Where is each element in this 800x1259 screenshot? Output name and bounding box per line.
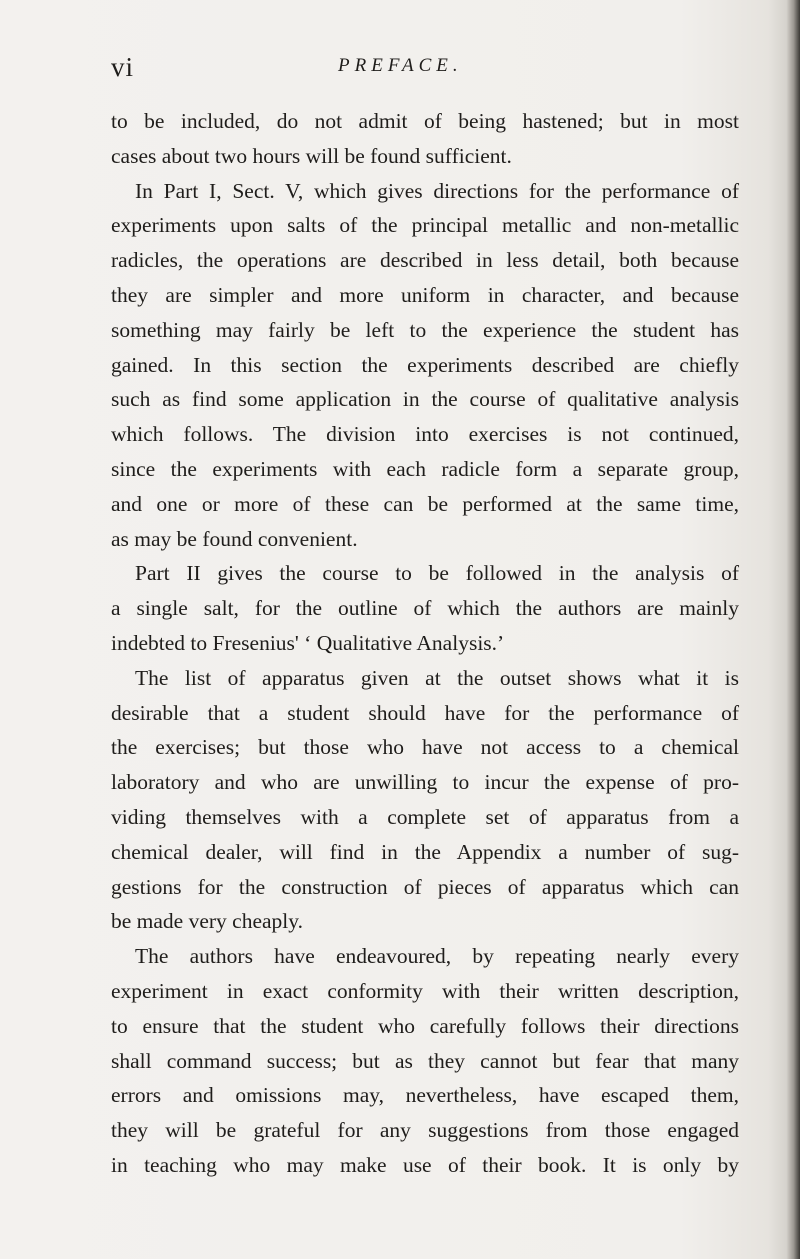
text-line: they are simpler and more uniform in character, and because xyxy=(111,282,739,307)
text-line: desirable that a student should have for the performance of xyxy=(111,700,739,725)
body-text xyxy=(111,104,739,1183)
text-line: to be included, do not admit of being hastened; but in most xyxy=(111,109,739,133)
text-line: shall command success; but as they cannot but fear that many xyxy=(111,1048,739,1073)
text-line: such as find some application in the course of qualitative analysis xyxy=(111,387,739,412)
text-line: be made very cheaply. xyxy=(111,909,304,934)
text-line: in teaching who may make use of their book. It is only by xyxy=(111,1152,739,1177)
text-line: to ensure that the student who carefully follows their directions xyxy=(111,1013,739,1038)
text-line: The list of apparatus given at the outset shows what it is xyxy=(135,665,739,690)
text-line: cases about two hours will be found sufficient. xyxy=(111,143,512,168)
text-line: and one or more of these can be performed at the same time, xyxy=(111,491,739,516)
text-line: The authors have endeavoured, by repeating nearly every xyxy=(135,944,739,969)
text-line: which follows. The division into exercises is not continued, xyxy=(111,422,739,447)
text-line: since the experiments with each radicle form a separate group, xyxy=(111,456,739,481)
page-edge-shadow xyxy=(786,0,800,1259)
text-line: chemical dealer, will find in the Appendix a number of sug- xyxy=(111,839,739,864)
text-line: viding themselves with a complete set of apparatus from a xyxy=(111,804,739,829)
text-line: laboratory and who are unwilling to incur the expense of pro- xyxy=(111,770,739,795)
text-line: indebted to Fresenius' ‘ Qualitative Analysis.’ xyxy=(111,630,505,655)
page-number: vi xyxy=(111,52,135,82)
text-line: gestions for the construction of pieces of apparatus which can xyxy=(111,874,739,899)
text-line: gained. In this section the experiments described are chiefly xyxy=(111,352,739,377)
text-line: In Part I, Sect. V, which gives directions for the performance of xyxy=(135,178,739,203)
text-line: experiments upon salts of the principal metallic and non-metallic xyxy=(111,213,739,238)
text-line: radicles, the operations are described in less detail, both because xyxy=(111,248,739,273)
page-header xyxy=(0,52,800,92)
text-line: experiment in exact conformity with their written description, xyxy=(111,978,739,1003)
running-head: PREFACE. xyxy=(338,55,463,76)
text-line: Part II gives the course to be followed in the analysis of xyxy=(135,561,739,586)
text-line: something may fairly be left to the experience the student has xyxy=(111,317,739,342)
text-line: as may be found convenient. xyxy=(111,526,358,551)
text-line: the exercises; but those who have not access to a chemical xyxy=(111,735,739,760)
text-line: a single salt, for the outline of which the authors are mainly xyxy=(111,596,739,621)
text-line: errors and omissions may, nevertheless, have escaped them, xyxy=(111,1083,739,1108)
text-line: they will be grateful for any suggestions from those engaged xyxy=(111,1118,739,1143)
